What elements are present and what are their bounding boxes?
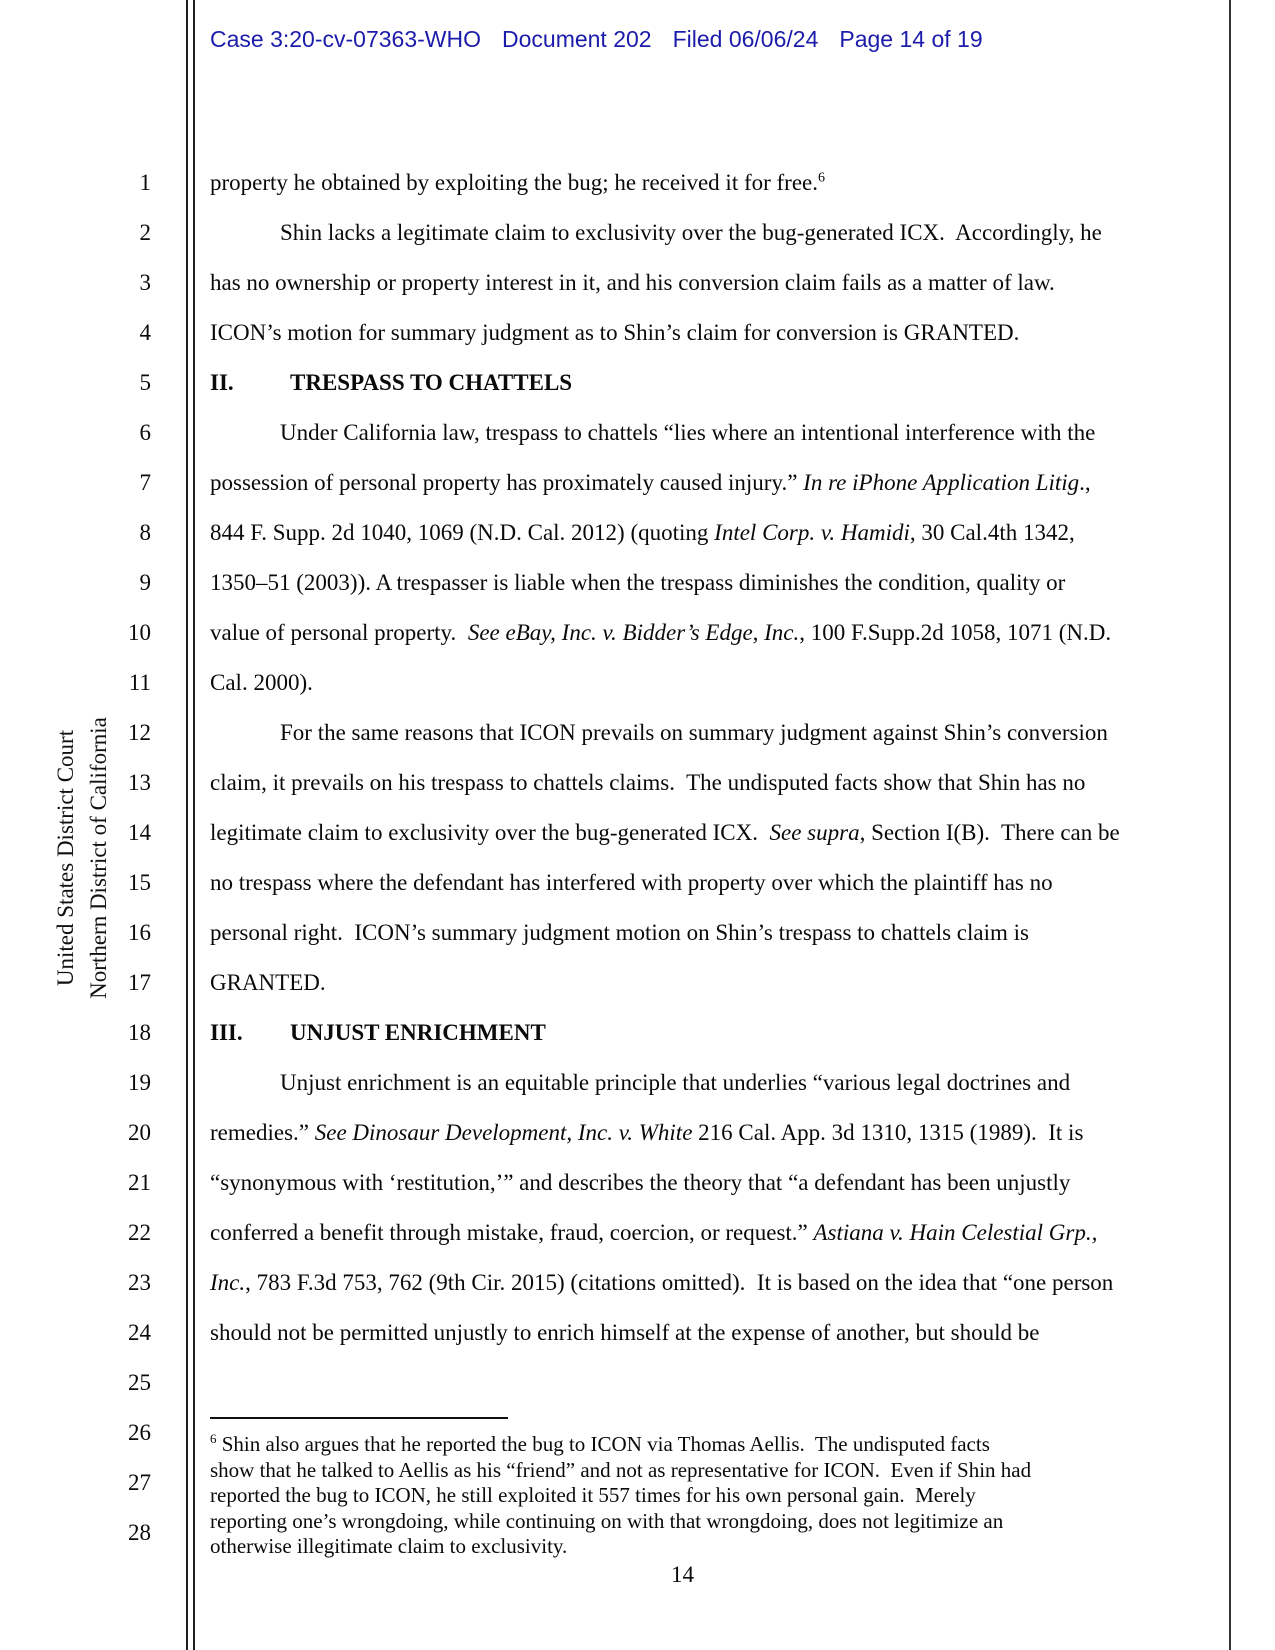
- text-segment: “synonymous with ‘restitution,’” and describes the theory that “a defendant has been unjustly: [210, 1170, 1071, 1195]
- line-number: 4: [139, 320, 151, 345]
- page-of: Page 14 of 19: [839, 26, 983, 52]
- body-line: [210, 918, 1029, 948]
- body-line: [210, 718, 1108, 748]
- text-segment: legitimate claim to exclusivity over the bug-generated ICX.: [210, 820, 770, 845]
- line-number: 21: [128, 1170, 151, 1195]
- footnote-marker: 6: [818, 170, 826, 186]
- text-segment: Intel Corp. v. Hamidi: [714, 520, 910, 545]
- section-heading: [210, 368, 572, 398]
- line-number: 8: [139, 520, 151, 545]
- body-line: [210, 518, 1075, 548]
- text-segment: , 30 Cal.4th 1342,: [909, 520, 1075, 545]
- text-segment: UNJUST ENRICHMENT: [290, 1020, 546, 1045]
- body-line: [210, 318, 1019, 348]
- text-segment: personal right. ICON’s summary judgment motion on Shin’s trespass to chattels claim is: [210, 920, 1029, 945]
- footnote-line: [210, 1483, 1170, 1509]
- section-heading: [210, 1018, 546, 1048]
- court-name-line1: United States District Court: [53, 729, 78, 987]
- text-segment: In re iPhone Application Litig: [803, 470, 1080, 495]
- line-number: 24: [128, 1320, 151, 1345]
- text-segment: possession of personal property has proximately caused injury.”: [210, 470, 804, 495]
- footnote-line: [210, 1509, 1170, 1535]
- body-line: [210, 818, 1120, 848]
- body-line: [210, 968, 326, 998]
- text-segment: 216 Cal. App. 3d 1310, 1315 (1989). It is: [692, 1120, 1084, 1145]
- text-segment: See eBay, Inc. v. Bidder’s Edge, Inc.: [467, 620, 800, 645]
- text-segment: Inc.: [210, 1270, 246, 1295]
- line-number: 27: [128, 1470, 151, 1495]
- text-segment: remedies.”: [210, 1120, 315, 1145]
- text-segment: no trespass where the defendant has interfered with property over which the plaintiff has no: [210, 870, 1053, 895]
- court-name-vertical: [49, 717, 115, 999]
- line-number: 26: [128, 1420, 151, 1445]
- text-segment: Cal. 2000).: [210, 670, 313, 695]
- text-segment: , 100 F.Supp.2d 1058, 1071 (N.D.: [799, 620, 1112, 645]
- body-line: [210, 268, 1055, 298]
- footnote-line: [210, 1534, 1170, 1560]
- text-segment: TRESPASS TO CHATTELS: [290, 370, 573, 395]
- footnote-line: [210, 1432, 1170, 1458]
- text-segment: otherwise illegitimate claim to exclusivity.: [210, 1534, 568, 1558]
- body-line: [210, 1318, 1039, 1348]
- body-line: [210, 1118, 1083, 1148]
- body-line: [210, 218, 1102, 248]
- text-segment: Under California law, trespass to chattels “lies where an intentional interference with the: [280, 420, 1096, 445]
- body-line: [210, 168, 825, 198]
- line-number: 22: [128, 1220, 151, 1245]
- body-line: [210, 1068, 1070, 1098]
- body-line: [210, 1268, 1113, 1298]
- text-segment: .,: [1079, 470, 1091, 495]
- text-segment: Shin also argues that he reported the bug to ICON via Thomas Aellis. The undisputed facts: [216, 1432, 990, 1456]
- line-number: 12: [128, 720, 151, 745]
- line-number: 15: [128, 870, 151, 895]
- text-segment: 1350–51 (2003)). A trespasser is liable when the trespass diminishes the condition, quality or: [210, 570, 1066, 595]
- right-rule: [1229, 0, 1231, 1650]
- text-segment: reporting one’s wrongdoing, while continuing on with that wrongdoing, does not legitimize an: [210, 1508, 1004, 1533]
- line-number: 5: [139, 370, 151, 395]
- line-number: 20: [128, 1120, 151, 1145]
- case-number: Case 3:20-cv-07363-WHO: [210, 26, 481, 52]
- line-number: 19: [128, 1070, 151, 1095]
- body-line: [210, 568, 1065, 598]
- body-line: [210, 468, 1091, 498]
- line-number: 25: [128, 1370, 151, 1395]
- footnote-marker: 6: [210, 1431, 217, 1446]
- text-segment: GRANTED.: [210, 970, 326, 995]
- document-number: Document 202: [502, 26, 652, 52]
- text-segment: II.: [210, 370, 234, 395]
- text-segment: Shin lacks a legitimate claim to exclusivity over the bug-generated ICX. Accordingly, he: [280, 220, 1102, 245]
- line-number: 10: [128, 620, 151, 645]
- text-segment: claim, it prevails on his trespass to chattels claims. The undisputed facts show that Shin has no: [210, 770, 1086, 795]
- line-number: 6: [139, 420, 151, 445]
- line-number: 11: [128, 670, 151, 695]
- text-segment: 844 F. Supp. 2d 1040, 1069 (N.D. Cal. 2012) (quoting: [210, 520, 715, 545]
- page-number: 14: [671, 1562, 694, 1587]
- text-segment: See Dinosaur Development, Inc. v. White: [314, 1120, 693, 1145]
- body-line: [210, 418, 1095, 448]
- text-segment: , Section I(B). There can be: [859, 820, 1120, 845]
- body-line: [210, 868, 1053, 898]
- line-number: 28: [128, 1520, 151, 1545]
- body-line: [210, 668, 313, 698]
- line-number: 16: [128, 920, 151, 945]
- left-double-rule: [186, 0, 195, 1650]
- body-line: [210, 1218, 1097, 1248]
- text-segment: , 783 F.3d 753, 762 (9th Cir. 2015) (citations omitted). It is based on the idea that “one person: [245, 1270, 1114, 1295]
- line-number: 18: [128, 1020, 151, 1045]
- body-line: [210, 768, 1085, 798]
- text-segment: reported the bug to ICON, he still exploited it 557 times for his own personal gain. Merely: [210, 1483, 976, 1507]
- line-number: 17: [128, 970, 151, 995]
- line-number: 13: [128, 770, 151, 795]
- body-line: [210, 618, 1111, 648]
- text-segment: property he obtained by exploiting the bug; he received it for free.: [210, 170, 819, 195]
- body-line: [210, 1168, 1070, 1198]
- text-segment: show that he talked to Aellis as his “friend” and not as representative for ICON. Even if Shin had: [210, 1457, 1032, 1482]
- footnote-line: [210, 1458, 1170, 1484]
- case-header: [210, 26, 983, 53]
- line-number: 14: [128, 820, 151, 845]
- text-segment: Astiana v. Hain Celestial Grp.,: [813, 1220, 1098, 1245]
- text-segment: should not be permitted unjustly to enrich himself at the expense of another, but should be: [210, 1320, 1040, 1345]
- footnote-block: [210, 1432, 1170, 1560]
- text-segment: value of personal property.: [210, 620, 468, 645]
- text-segment: ICON’s motion for summary judgment as to Shin’s claim for conversion is GRANTED.: [210, 320, 1020, 345]
- text-segment: For the same reasons that ICON prevails on summary judgment against Shin’s conversion: [280, 720, 1108, 745]
- line-number: 2: [139, 220, 151, 245]
- court-name-line2: Northern District of California: [86, 717, 111, 999]
- line-number: 23: [128, 1270, 151, 1295]
- line-number: 9: [139, 570, 151, 595]
- line-number: 7: [139, 470, 151, 495]
- line-number: 1: [139, 170, 151, 195]
- footnote-separator: [210, 1417, 508, 1419]
- line-number: 3: [139, 270, 151, 295]
- text-segment: III.: [210, 1020, 243, 1045]
- text-segment: See supra: [769, 820, 860, 845]
- text-segment: Unjust enrichment is an equitable principle that underlies “various legal doctrines and: [280, 1070, 1071, 1095]
- text-segment: has no ownership or property interest in it, and his conversion claim fails as a matter of law.: [210, 270, 1055, 295]
- filed-date: Filed 06/06/24: [672, 26, 819, 52]
- text-segment: conferred a benefit through mistake, fraud, coercion, or request.”: [210, 1220, 814, 1245]
